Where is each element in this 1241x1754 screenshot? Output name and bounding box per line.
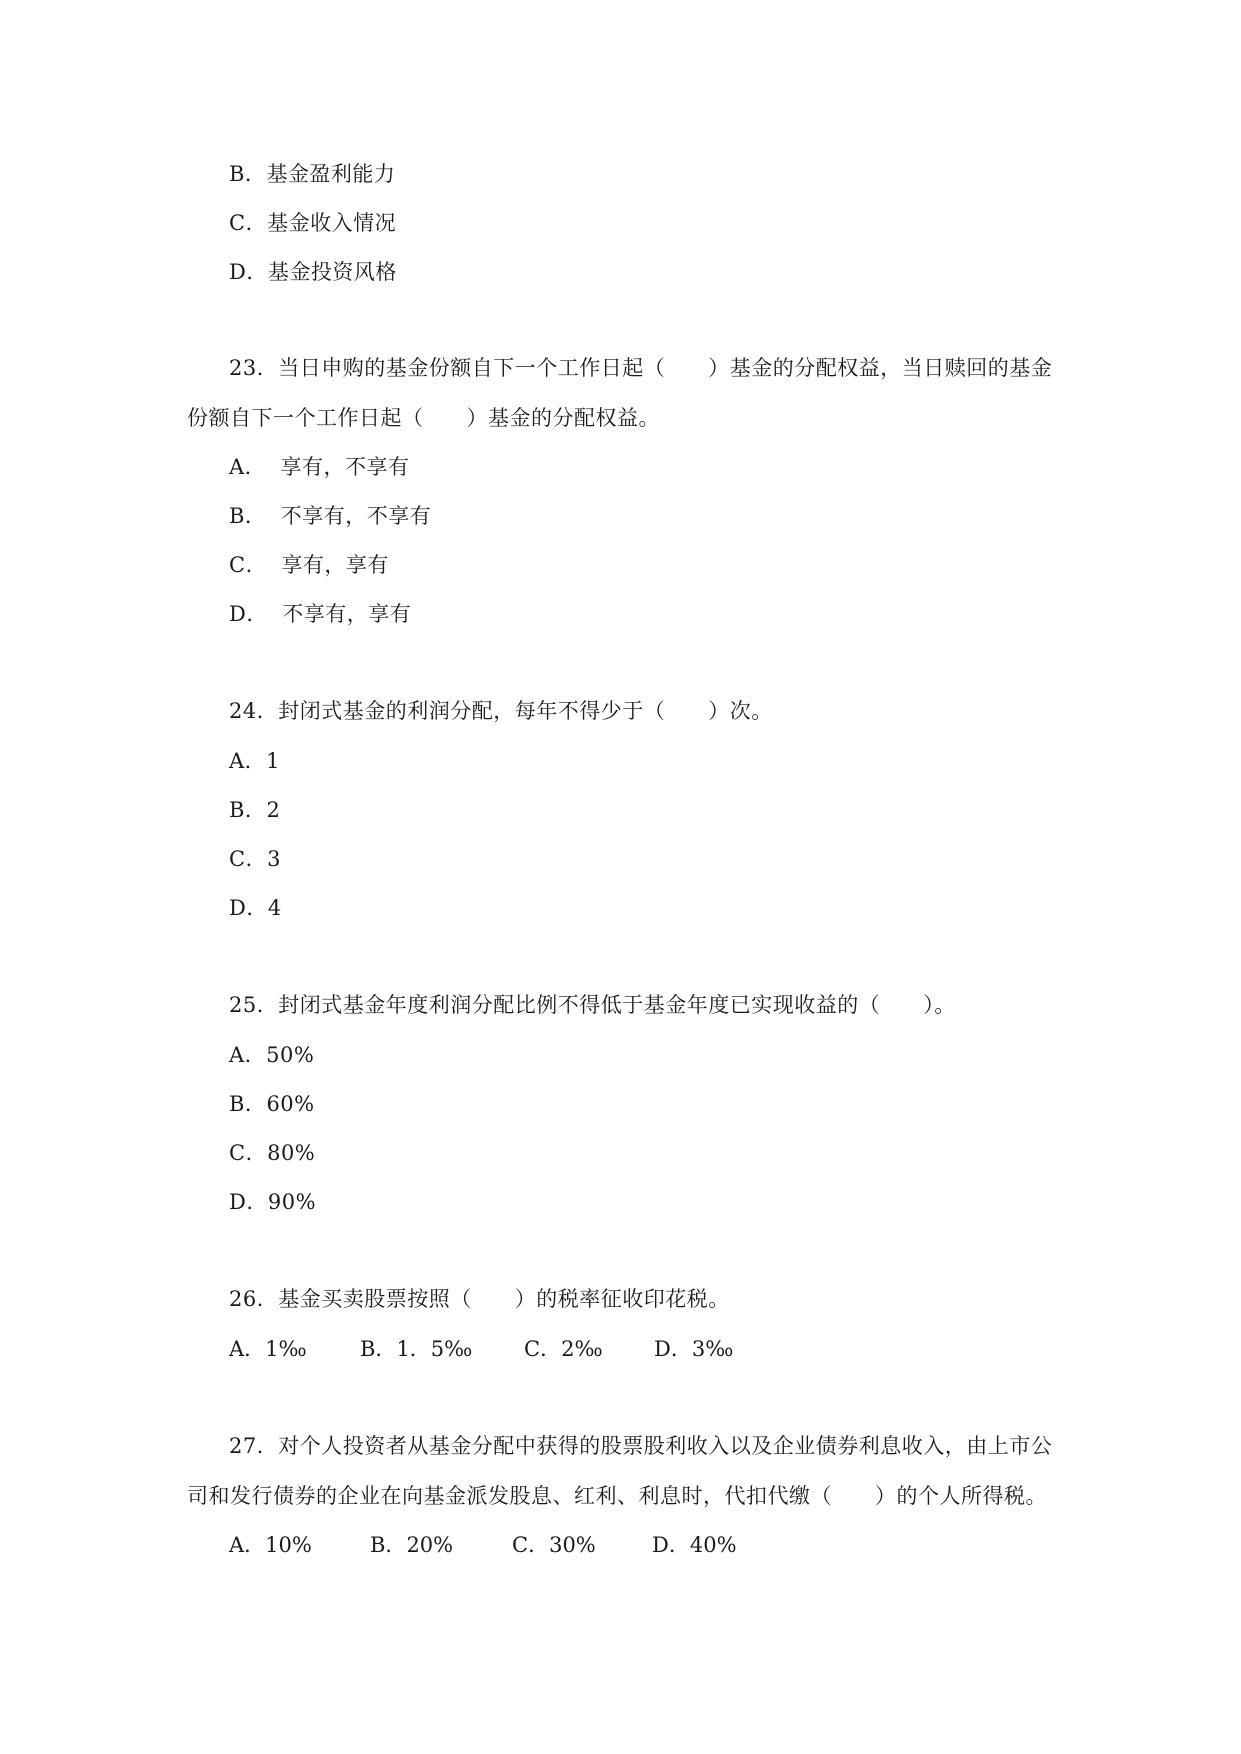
option-text: 80%: [267, 1141, 316, 1165]
option-label: B．: [229, 1092, 267, 1116]
q26-option-b: [360, 1335, 472, 1363]
q24-option-b: [229, 796, 280, 824]
q25-option-d: [229, 1188, 316, 1216]
q26-option-a: [229, 1335, 307, 1363]
q27-option-d: [652, 1531, 737, 1559]
option-label: B．: [370, 1533, 407, 1557]
option-text: 1‰: [265, 1337, 307, 1361]
q25-option-b: [229, 1090, 315, 1118]
option-label: D．: [229, 1190, 268, 1214]
option-text: 2‰: [561, 1337, 603, 1361]
q23-option-b: [229, 502, 431, 530]
q22-option-b: [229, 160, 395, 188]
q25-stem: 25．封闭式基金年度利润分配比例不得低于基金年度已实现收益的（ ）。: [229, 993, 956, 1017]
option-text: 2: [266, 798, 281, 822]
q23-stem-line2: 份额自下一个工作日起（ ）基金的分配权益。: [187, 406, 660, 430]
option-text: 3: [267, 847, 281, 871]
option-label: B．: [229, 162, 267, 186]
option-label: A．: [229, 1043, 267, 1067]
q27-option-c: [512, 1531, 596, 1559]
q27-option-b: [370, 1531, 453, 1559]
option-label: A．: [229, 1533, 266, 1557]
option-text: 1．5‰: [396, 1337, 473, 1361]
q27-option-a: [229, 1531, 312, 1559]
option-label: C．: [524, 1337, 562, 1361]
q27-stem-line2: 司和发行债券的企业在向基金派发股息、红利、利息时，代扣代缴（ ）的个人所得税。: [187, 1484, 1047, 1508]
option-label: C．: [229, 553, 268, 577]
q26-stem: 26．基金买卖股票按照（ ）的税率征收印花税。: [229, 1287, 730, 1311]
option-label: C．: [229, 847, 268, 871]
option-text: 60%: [266, 1092, 315, 1116]
option-text: 90%: [267, 1190, 317, 1214]
q23-option-a: [229, 453, 410, 481]
option-text: 30%: [549, 1533, 596, 1557]
q23-stem-line1: 23．当日申购的基金份额自下一个工作日起（ ）基金的分配权益，当日赎回的基金: [229, 356, 1053, 380]
option-label: A．: [229, 749, 267, 773]
q26-option-d: [654, 1335, 733, 1363]
option-text: 基金盈利能力: [266, 162, 396, 186]
option-text: 不享有，享有: [282, 602, 412, 626]
q26-option-c: [524, 1335, 603, 1363]
option-label: C．: [512, 1533, 550, 1557]
q23-option-c: [229, 551, 389, 579]
option-text: 不享有，不享有: [280, 504, 432, 528]
option-label: C．: [229, 211, 268, 235]
q25-option-a: [229, 1041, 314, 1069]
q27-stem-line1: 27．对个人投资者从基金分配中获得的股票股利收入以及企业债券利息收入，由上市公: [229, 1434, 1053, 1458]
option-label: D．: [229, 260, 268, 284]
option-text: 40%: [689, 1533, 737, 1557]
option-label: D．: [229, 896, 268, 920]
q24-option-c: [229, 845, 281, 873]
option-label: C．: [229, 1141, 268, 1165]
option-label: D．: [654, 1337, 692, 1361]
q22-option-d: [229, 258, 397, 286]
option-label: A．: [229, 455, 267, 479]
q25-option-c: [229, 1139, 315, 1167]
option-text: 4: [267, 896, 282, 920]
q23-option-d: [229, 600, 411, 628]
q22-option-c: [229, 209, 396, 237]
q24-option-a: [229, 747, 280, 775]
option-text: 基金投资风格: [267, 260, 397, 284]
option-label: A．: [229, 1337, 266, 1361]
option-text: 50%: [266, 1043, 315, 1067]
option-text: 享有，不享有: [280, 455, 410, 479]
option-text: 基金收入情况: [267, 211, 397, 235]
option-label: B．: [360, 1337, 397, 1361]
q24-option-d: [229, 894, 282, 922]
q24-stem: 24．封闭式基金的利润分配，每年不得少于（ ）次。: [229, 699, 773, 723]
option-text: 20%: [406, 1533, 454, 1557]
option-text: 10%: [265, 1533, 312, 1557]
option-label: D．: [652, 1533, 690, 1557]
option-text: 1: [266, 749, 281, 773]
option-label: B．: [229, 798, 267, 822]
option-text: 3‰: [691, 1337, 734, 1361]
option-text: 享有，享有: [281, 553, 389, 577]
option-label: D．: [229, 602, 268, 626]
option-label: B．: [229, 504, 267, 528]
